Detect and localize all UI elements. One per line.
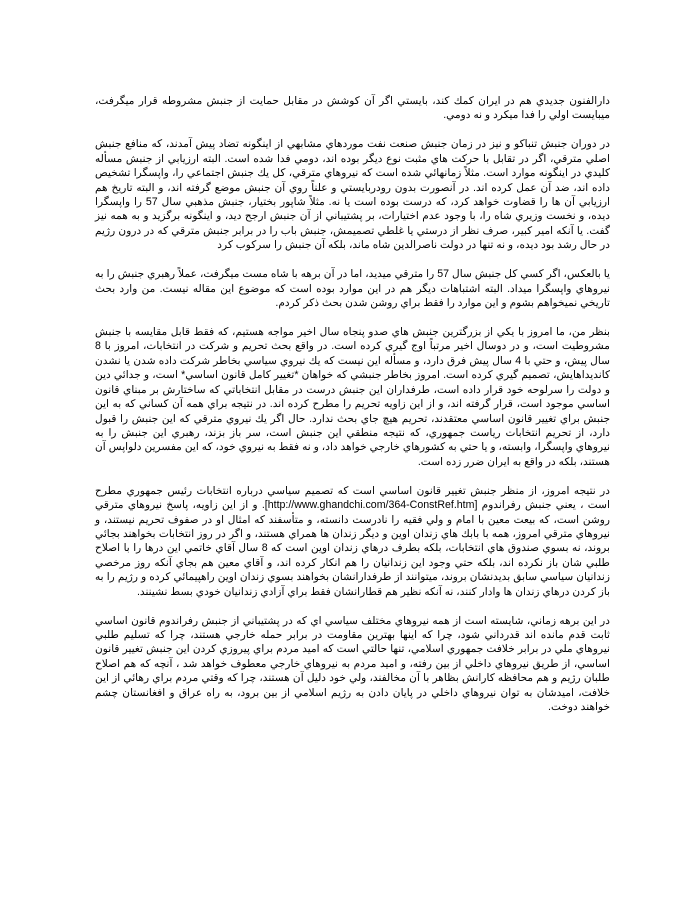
paragraph-2: در دوران جنبش تنباكو و نيز در زمان جنبش صنعت نفت موردهاي مشابهي از اينگونه تضاد پيش آمدند، كه منافع جنبش اصلي مترقي، اگر در تقابل با حركت هاي مثبت نوع ديگر بوده اند، دومي فدا شده است. البته ارزيابي از جنبش مسأله كليدي در اينگونه موارد است. مثلاً زمانهائي شده است كه نيروهاي مترقي، كل يك جنبش اجتماعي را، واپسگرا تشخيص داده اند، ضد آن عمل كرده اند. در آنصورت بدون رودربايستي و علناً روي آن جنبش موضع گرفته اند، و البته تاريخ هم ارزيابي آن ها را قضاوت خواهد كرد، كه درست بوده است يا نه. مثلاً شاپور بختيار، جنبش مذهبي سال 57 را واپسگرا ديده، و نخست وزيري شاه را، با وجود عدم اختيارات، بر پشتيباني از آن جنبش ارجح ديد، و اينگونه برگزيد و به همه نيز گفت. يا آنكه امير كبير، صرف نظر از درستي يا غلطي تصميمش، جنبش باب را در برابر جنبش مترقي كه در درون رژيم در حال رشد بود ديده، و نه تنها در دولت ناصرالدين شاه ماند، بلكه آن جنبش را سركوب كرد — [95, 138, 610, 252]
document-body — [95, 94, 610, 729]
paragraph-1: دارالفنون جديدي هم در ايران كمك كند، بايستي اگر آن كوشش در مقابل حمايت از جنبش مشروطه قرار ميگرفت، ميبايست اولي را فدا ميكرد و نه دومي. — [95, 95, 610, 122]
paragraph-5: در نتيجه امروز، از منظر جنبش تغيير قانون اساسي است كه تصميم سياسي درباره انتخابات رئيس جمهوري مطرح است ، يعني جنبش رفراندوم [http://www.ghandchi.com/364-ConstRef.htm]. و از اين زاويه، پاسخ نيروهاي مترقي روشن است، كه بيعت معين با امام و ولي فقيه را نادرست دانسته، و متأسفند كه امثال او در صفوف تحريم نيستند، و نيروهاي مترقي امروز، همه با بابك هاي زندان اوين و ديگر زندان ها همراي هستند، و اگر در روز انتخابات بخواهند بجائي بروند، نه بسوي صندوق هاي انتخابات، بلكه بطرف درهاي زندان اوين است كه 8 سال آقاي خاتمي اين درها را با اصلاح طلبي شان باز نكرده اند، بلكه حتي وجود اين زندانيان را هم انكار كرده اند، و آقاي معين هم بجاي آنكه روز مرخصي زندانيان سياسي سابق بديدنشان بروند، ميتوانند از طرفدارانشان بخواهند بسوي زندان اوين راهپيمائي كرده و رژيم را به باز كردن درهاي زندان ها وادار كنند، نه آنكه نظير هم قطارانشان فقط براي آزادي زندانيان خودي بسط نشينند. — [95, 484, 610, 598]
paragraph-3: يا بالعكس، اگر كسي كل جنبش سال 57 را مترقي ميديد، اما در آن برهه با شاه مست ميگرفت، عملاً رهبري جنبش را به نيروهاي واپسگرا ميداد. البته اشتباهات ديگر هم در اين موارد بوده است كه موضوع اين مقاله نيست. من وارد بحث تاريخي نميخواهم بشوم و اين موارد را فقط براي روشن شدن بحث ذكر كردم. — [95, 268, 610, 310]
paragraph-4: بنظر من، ما امروز با يكي از بزرگترين جنبش هاي صدو پنجاه سال اخير مواجه هستيم، كه فقط قابل مقايسه با جنبش مشروطيت است، و در دوسال اخير مرتباً اوج گيري كرده است. در واقع بحث تحريم و شركت در انتخابات، امروز با 8 سال پيش، و حتي با 4 سال پيش فرق دارد، و مسأله اين نيست كه يك نيروي سياسي بخاطر شركت داده شدن يا نشدن كانديداهايش، تصميم گيري كرده است. امروز بخاطر جنبشي كه خواهان *تغيير كامل قانون اساسي* است، و جدائي دين و دولت را سرلوحه خود قرار داده است، طرفداران اين جنبش درست در مقابل انتخاباتي كه ساختارش بر مبناي قانون اساسي موجود است، قرار گرفته اند، و از اين زاويه تحريم را مطرح كرده اند. در نتيجه براي همه آن كساني كه به اين جنبش براي تغيير قانون اساسي معتقدند، تحريم هيچ جاي بحث ندارد. حال اگر يك نيروي مترقي كه اين جنبش را قبول دارد، از تحريم انتخابات رياست جمهوري، كه نتيجه منطقي اين جنبش است، سر باز بزند، رهبري اين جنبش را به نيروهاي واپسگرا، وابسته، و يا حتي به كشورهاي خارجي خواهد داد، و نه فقط به نيروي خود، كه اين مفسرين دلواپس آن هستند، بلكه در واقع به ايران ضرر زده است. — [95, 326, 610, 468]
paragraph-6: در اين برهه زماني، شايسته است از همه نيروهاي مختلف سياسي اي كه در پشتيباني از جنبش رفراندوم قانون اساسي ثابت قدم مانده اند قدرداني شود، چرا كه اينها بهترين مقاومت در برابر حمله خارجي هستند، چرا كه تسليم طلبي نيروهاي ملي در برابر خلافت جمهوري اسلامي، تنها حالتي است كه اميد مردم براي پيروزي كردن اين جنبش تغيير قانون اساسي، از طريق نيروهاي داخلي از بين رفته، و اميد مردم به نيروهاي خارجي معطوف خواهد شد ، آنچه كه هم اصلاح طلبان رژيم و هم محافظه كارانش بظاهر با آن مخالفند، ولي خود دليل آن هستند، چرا كه وقتي مردم براي رهائي از اين خلافت، اميدشان به توان نيروهاي داخلي در پايان دادن به رژيم اسلامي از بين برود، به راه عراق و افغانستان چشم خواهند دوخت. — [95, 614, 610, 713]
